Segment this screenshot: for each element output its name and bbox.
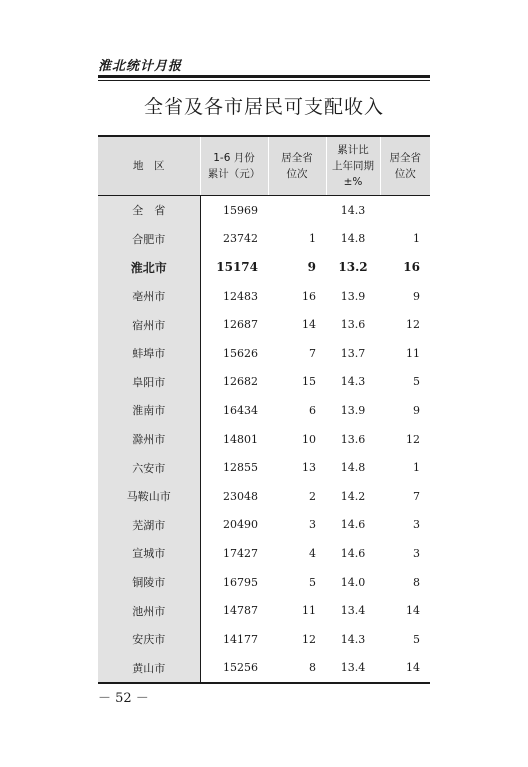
table-row <box>98 625 430 654</box>
cell-growth: 13.7 <box>340 346 366 360</box>
table-row <box>98 596 430 625</box>
cell-growth: 13.4 <box>326 654 380 684</box>
cell-growth: 13.2 <box>338 260 368 275</box>
column-header-rank2-line2: 位次 <box>394 168 416 180</box>
cell-rank1: 5 <box>309 575 316 589</box>
cell-rank2: 12 <box>406 318 420 332</box>
cell-rank1: 6 <box>309 403 316 417</box>
cell-income: 15626 <box>223 346 258 360</box>
cell-region: 全 省 <box>98 196 200 225</box>
cell-rank1: 11 <box>302 604 316 618</box>
column-header-rank2-line1: 居全省 <box>389 152 421 164</box>
cell-region: 阜阳市 <box>98 368 200 397</box>
cell-growth: 14.8 <box>340 232 366 246</box>
table-row <box>98 568 430 597</box>
table-row <box>98 482 430 511</box>
table-row <box>98 225 430 254</box>
cell-growth: 13.4 <box>340 604 366 618</box>
cell-rank1: 4 <box>309 546 316 560</box>
table-row <box>98 339 430 368</box>
cell-rank1: 8 <box>268 654 326 684</box>
cell-region: 六安市 <box>98 453 200 482</box>
cell-income: 15174 <box>216 260 258 275</box>
cell-income: 14177 <box>223 632 258 646</box>
header-rule-thick <box>98 75 430 78</box>
cell-rank1: 7 <box>309 346 316 360</box>
cell-rank2: 12 <box>406 432 420 446</box>
cell-rank2: 8 <box>413 575 420 589</box>
cell-region: 合肥市 <box>98 225 200 254</box>
cell-growth: 14.6 <box>340 546 366 560</box>
cell-rank2: 16 <box>403 260 420 275</box>
cell-region: 铜陵市 <box>98 568 200 597</box>
cell-rank2: 9 <box>413 289 420 303</box>
page-title: 全省及各市居民可支配收入 <box>143 96 384 118</box>
cell-rank1 <box>268 196 326 225</box>
cell-income: 16434 <box>223 403 258 417</box>
column-header-income-line1: 1-6 月份 <box>213 152 255 164</box>
cell-growth: 14.3 <box>340 632 366 646</box>
cell-growth: 14.3 <box>340 203 366 217</box>
cell-income: 12682 <box>223 375 258 389</box>
cell-rank2: 1 <box>413 232 420 246</box>
cell-rank1: 14 <box>302 318 316 332</box>
cell-rank1: 16 <box>302 289 316 303</box>
cell-region: 淮北市 <box>98 253 200 282</box>
cell-income: 14787 <box>223 604 258 618</box>
column-header-region <box>98 136 200 196</box>
cell-growth: 14.6 <box>340 518 366 532</box>
cell-income: 20490 <box>223 518 258 532</box>
cell-growth: 14.8 <box>340 461 366 475</box>
cell-income: 12483 <box>223 289 258 303</box>
cell-rank1: 10 <box>302 432 316 446</box>
cell-growth: 13.6 <box>340 432 366 446</box>
cell-rank1: 3 <box>309 518 316 532</box>
cell-rank2: 11 <box>406 346 420 360</box>
cell-rank1: 9 <box>307 260 316 275</box>
table-row <box>98 282 430 311</box>
cell-rank2: 14 <box>406 604 420 618</box>
table-row <box>98 453 430 482</box>
column-header-region-label: 地 区 <box>133 160 165 172</box>
cell-growth: 14.2 <box>340 489 366 503</box>
cell-rank2: 5 <box>413 375 420 389</box>
table-row <box>98 654 430 684</box>
table-row <box>98 511 430 540</box>
table-row <box>98 310 430 339</box>
column-header-rank1 <box>268 136 326 196</box>
cell-rank1: 1 <box>309 232 316 246</box>
cell-income: 16795 <box>223 575 258 589</box>
cell-rank2: 3 <box>413 518 420 532</box>
header-rule-thin <box>98 80 430 81</box>
column-header-rank1-line1: 居全省 <box>281 152 313 164</box>
cell-rank1: 2 <box>309 489 316 503</box>
column-header-rank1-line2: 位次 <box>286 168 308 180</box>
table-row <box>98 196 430 225</box>
cell-income: 23048 <box>223 489 258 503</box>
cell-growth: 14.3 <box>340 375 366 389</box>
page-number: － 52 － <box>98 691 149 706</box>
cell-region: 黄山市 <box>98 654 200 684</box>
cell-rank1: 13 <box>302 461 316 475</box>
running-header: 淮北统计月报 <box>98 59 183 74</box>
income-table <box>98 135 430 684</box>
table-row <box>98 425 430 454</box>
column-header-rank2 <box>380 136 430 196</box>
column-header-growth-line3: ±% <box>343 176 363 188</box>
table-row-highlighted <box>98 253 430 282</box>
cell-rank2: 1 <box>413 461 420 475</box>
cell-growth: 14.0 <box>340 575 366 589</box>
cell-income: 12687 <box>223 318 258 332</box>
cell-income: 12855 <box>223 461 258 475</box>
cell-region: 池州市 <box>98 596 200 625</box>
cell-income: 15969 <box>223 203 258 217</box>
table-row <box>98 539 430 568</box>
cell-rank2: 7 <box>413 489 420 503</box>
column-header-growth-line1: 累计比 <box>337 144 369 156</box>
cell-region: 滁州市 <box>98 425 200 454</box>
table-row <box>98 368 430 397</box>
cell-rank2: 5 <box>413 632 420 646</box>
cell-rank1: 12 <box>302 632 316 646</box>
cell-growth: 13.9 <box>340 403 366 417</box>
cell-rank2: 3 <box>413 546 420 560</box>
cell-rank2: 14 <box>380 654 430 684</box>
cell-rank2: 9 <box>413 403 420 417</box>
cell-income: 15256 <box>200 654 268 684</box>
cell-region: 亳州市 <box>98 282 200 311</box>
cell-region: 蚌埠市 <box>98 339 200 368</box>
cell-income: 23742 <box>223 232 258 246</box>
cell-growth: 13.9 <box>340 289 366 303</box>
cell-region: 马鞍山市 <box>98 482 200 511</box>
cell-region: 淮南市 <box>98 396 200 425</box>
cell-region: 宿州市 <box>98 310 200 339</box>
cell-rank1: 15 <box>302 375 316 389</box>
cell-region: 宣城市 <box>98 539 200 568</box>
table-header-row <box>98 136 430 196</box>
cell-income: 17427 <box>223 546 258 560</box>
cell-income: 14801 <box>223 432 258 446</box>
cell-region: 安庆市 <box>98 625 200 654</box>
column-header-income-line2: 累计（元） <box>207 168 261 180</box>
cell-region: 芜湖市 <box>98 511 200 540</box>
cell-growth: 13.6 <box>340 318 366 332</box>
cell-rank2 <box>380 196 430 225</box>
column-header-growth-line2: 上年同期 <box>332 160 374 172</box>
column-header-growth <box>326 136 380 196</box>
table-row <box>98 396 430 425</box>
column-header-income <box>200 136 268 196</box>
